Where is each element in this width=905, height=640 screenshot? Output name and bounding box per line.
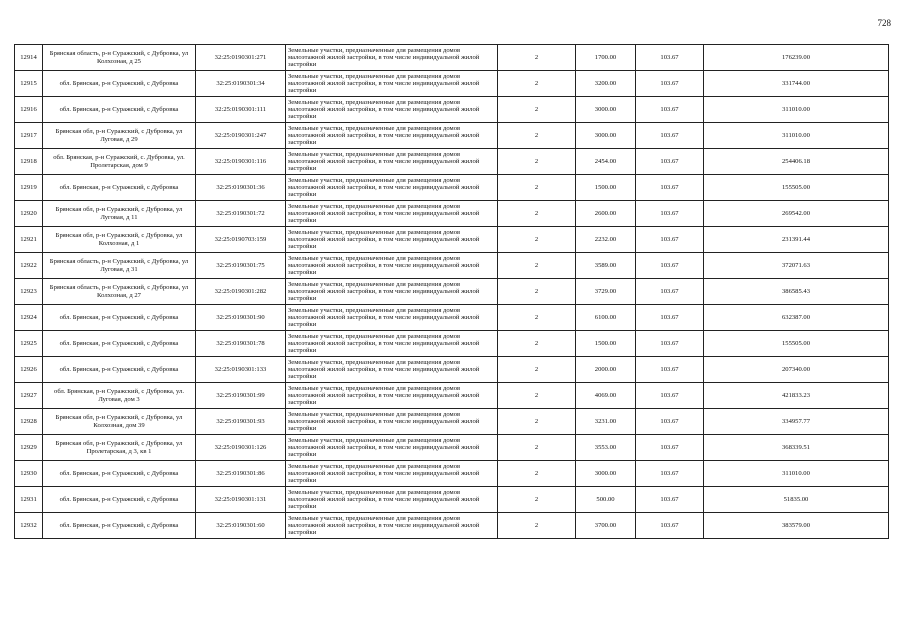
- address-cell: Брянская обл, р-н Суражский, с Дубровка, ул Луговая, д 29: [43, 123, 196, 149]
- specific-value-cell: 103.67: [636, 97, 704, 123]
- area-cell: 2600.00: [576, 201, 636, 227]
- specific-value-cell: 103.67: [636, 513, 704, 539]
- cadastral-value-cell: 269542.00: [704, 201, 889, 227]
- table-row: [15, 435, 889, 461]
- cadastral-number-cell: 32:25:0190301:60: [196, 513, 286, 539]
- cadastral-value-cell: 51835.00: [704, 487, 889, 513]
- specific-value-cell: 103.67: [636, 279, 704, 305]
- table-row: [15, 71, 889, 97]
- permitted-use-cell: Земельные участки, предназначенные для размещения домов малоэтажной жилой застройки, в том числе индивидуальной жилой застройки: [286, 45, 498, 71]
- category-cell: 2: [498, 97, 576, 123]
- cadastral-value-cell: 386585.43: [704, 279, 889, 305]
- table-row: [15, 279, 889, 305]
- cadastral-value-cell: 207340.00: [704, 357, 889, 383]
- permitted-use-cell: Земельные участки, предназначенные для размещения домов малоэтажной жилой застройки, в том числе индивидуальной жилой застройки: [286, 461, 498, 487]
- cadastral-value-cell: 155505.00: [704, 175, 889, 201]
- row-number: 12923: [15, 279, 43, 305]
- permitted-use-cell: Земельные участки, предназначенные для размещения домов малоэтажной жилой застройки, в том числе индивидуальной жилой застройки: [286, 175, 498, 201]
- table-row: [15, 97, 889, 123]
- area-cell: 1700.00: [576, 45, 636, 71]
- category-cell: 2: [498, 227, 576, 253]
- row-number: 12925: [15, 331, 43, 357]
- category-cell: 2: [498, 331, 576, 357]
- table-row: [15, 123, 889, 149]
- area-cell: 3700.00: [576, 513, 636, 539]
- cadastral-number-cell: 32:25:0190301:282: [196, 279, 286, 305]
- area-cell: 6100.00: [576, 305, 636, 331]
- area-cell: 3589.00: [576, 253, 636, 279]
- category-cell: 2: [498, 305, 576, 331]
- permitted-use-cell: Земельные участки, предназначенные для размещения домов малоэтажной жилой застройки, в том числе индивидуальной жилой застройки: [286, 201, 498, 227]
- row-number: 12918: [15, 149, 43, 175]
- specific-value-cell: 103.67: [636, 357, 704, 383]
- specific-value-cell: 103.67: [636, 149, 704, 175]
- permitted-use-cell: Земельные участки, предназначенные для размещения домов малоэтажной жилой застройки, в том числе индивидуальной жилой застройки: [286, 383, 498, 409]
- cadastral-number-cell: 32:25:0190301:133: [196, 357, 286, 383]
- table-row: [15, 513, 889, 539]
- row-number: 12927: [15, 383, 43, 409]
- area-cell: 3000.00: [576, 97, 636, 123]
- category-cell: 2: [498, 71, 576, 97]
- cadastral-number-cell: 32:25:0190301:271: [196, 45, 286, 71]
- specific-value-cell: 103.67: [636, 435, 704, 461]
- specific-value-cell: 103.67: [636, 45, 704, 71]
- row-number: 12929: [15, 435, 43, 461]
- cadastral-number-cell: 32:25:0190301:72: [196, 201, 286, 227]
- registry-table: [14, 44, 889, 539]
- permitted-use-cell: Земельные участки, предназначенные для размещения домов малоэтажной жилой застройки, в том числе индивидуальной жилой застройки: [286, 409, 498, 435]
- permitted-use-cell: Земельные участки, предназначенные для размещения домов малоэтажной жилой застройки, в том числе индивидуальной жилой застройки: [286, 305, 498, 331]
- permitted-use-cell: Земельные участки, предназначенные для размещения домов малоэтажной жилой застройки, в том числе индивидуальной жилой застройки: [286, 279, 498, 305]
- cadastral-number-cell: 32:25:0190301:126: [196, 435, 286, 461]
- row-number: 12922: [15, 253, 43, 279]
- cadastral-value-cell: 331744.00: [704, 71, 889, 97]
- permitted-use-cell: Земельные участки, предназначенные для размещения домов малоэтажной жилой застройки, в том числе индивидуальной жилой застройки: [286, 513, 498, 539]
- row-number: 12916: [15, 97, 43, 123]
- area-cell: 3200.00: [576, 71, 636, 97]
- cadastral-number-cell: 32:25:0190301:90: [196, 305, 286, 331]
- area-cell: 2232.00: [576, 227, 636, 253]
- category-cell: 2: [498, 45, 576, 71]
- row-number: 12920: [15, 201, 43, 227]
- cadastral-number-cell: 32:25:0190301:36: [196, 175, 286, 201]
- row-number: 12921: [15, 227, 43, 253]
- specific-value-cell: 103.67: [636, 409, 704, 435]
- address-cell: обл. Брянская, р-н Суражский, с. Дубровка, ул. Пролетарская, дом 9: [43, 149, 196, 175]
- category-cell: 2: [498, 123, 576, 149]
- row-number: 12930: [15, 461, 43, 487]
- cadastral-value-cell: 632387.00: [704, 305, 889, 331]
- table-row: [15, 409, 889, 435]
- row-number: 12924: [15, 305, 43, 331]
- address-cell: обл. Брянская, р-н Суражский, с Дубровка, ул. Луговая, дом 3: [43, 383, 196, 409]
- row-number: 12919: [15, 175, 43, 201]
- row-number: 12932: [15, 513, 43, 539]
- table-row: [15, 383, 889, 409]
- category-cell: 2: [498, 409, 576, 435]
- category-cell: 2: [498, 253, 576, 279]
- address-cell: Брянская обл, р-н Суражский, с Дубровка, ул Колхозная, д 1: [43, 227, 196, 253]
- category-cell: 2: [498, 279, 576, 305]
- category-cell: 2: [498, 435, 576, 461]
- area-cell: 3729.00: [576, 279, 636, 305]
- cadastral-value-cell: 421833.23: [704, 383, 889, 409]
- specific-value-cell: 103.67: [636, 305, 704, 331]
- address-cell: обл. Брянская, р-н Суражский, с Дубровка: [43, 513, 196, 539]
- row-number: 12914: [15, 45, 43, 71]
- category-cell: 2: [498, 201, 576, 227]
- table-row: [15, 253, 889, 279]
- cadastral-value-cell: 383579.00: [704, 513, 889, 539]
- area-cell: 2000.00: [576, 357, 636, 383]
- permitted-use-cell: Земельные участки, предназначенные для размещения домов малоэтажной жилой застройки, в том числе индивидуальной жилой застройки: [286, 123, 498, 149]
- address-cell: обл. Брянская, р-н Суражский, с Дубровка: [43, 357, 196, 383]
- table-row: [15, 331, 889, 357]
- table-row: [15, 201, 889, 227]
- specific-value-cell: 103.67: [636, 487, 704, 513]
- cadastral-value-cell: 334957.77: [704, 409, 889, 435]
- cadastral-number-cell: 32:25:0190301:78: [196, 331, 286, 357]
- cadastral-value-cell: 311010.00: [704, 123, 889, 149]
- cadastral-value-cell: 176239.00: [704, 45, 889, 71]
- specific-value-cell: 103.67: [636, 461, 704, 487]
- specific-value-cell: 103.67: [636, 331, 704, 357]
- cadastral-number-cell: 32:25:0190301:99: [196, 383, 286, 409]
- table-body: [15, 45, 889, 539]
- table-row: [15, 461, 889, 487]
- row-number: 12915: [15, 71, 43, 97]
- address-cell: обл. Брянская, р-н Суражский, с Дубровка: [43, 175, 196, 201]
- row-number: 12931: [15, 487, 43, 513]
- category-cell: 2: [498, 149, 576, 175]
- address-cell: Брянская обл, р-н Суражский, с Дубровка, ул Колхозная, дом 39: [43, 409, 196, 435]
- cadastral-value-cell: 368339.51: [704, 435, 889, 461]
- specific-value-cell: 103.67: [636, 175, 704, 201]
- cadastral-number-cell: 32:25:0190301:34: [196, 71, 286, 97]
- cadastral-number-cell: 32:25:0190301:116: [196, 149, 286, 175]
- cadastral-number-cell: 32:25:0190301:111: [196, 97, 286, 123]
- address-cell: Брянская область, р-н Суражский, с Дубровка, ул Луговая, д 31: [43, 253, 196, 279]
- address-cell: Брянская обл, р-н Суражский, с Дубровка, ул Пролетарская, д 3, кв 1: [43, 435, 196, 461]
- specific-value-cell: 103.67: [636, 227, 704, 253]
- table-row: [15, 45, 889, 71]
- cadastral-value-cell: 155505.00: [704, 331, 889, 357]
- area-cell: 3553.00: [576, 435, 636, 461]
- cadastral-number-cell: 32:25:0190301:131: [196, 487, 286, 513]
- area-cell: 3231.00: [576, 409, 636, 435]
- address-cell: обл. Брянская, р-н Суражский, с Дубровка: [43, 331, 196, 357]
- permitted-use-cell: Земельные участки, предназначенные для размещения домов малоэтажной жилой застройки, в том числе индивидуальной жилой застройки: [286, 487, 498, 513]
- area-cell: 1500.00: [576, 175, 636, 201]
- cadastral-value-cell: 254406.18: [704, 149, 889, 175]
- permitted-use-cell: Земельные участки, предназначенные для размещения домов малоэтажной жилой застройки, в том числе индивидуальной жилой застройки: [286, 149, 498, 175]
- permitted-use-cell: Земельные участки, предназначенные для размещения домов малоэтажной жилой застройки, в том числе индивидуальной жилой застройки: [286, 253, 498, 279]
- address-cell: обл. Брянская, р-н Суражский, с Дубровка: [43, 487, 196, 513]
- specific-value-cell: 103.67: [636, 123, 704, 149]
- area-cell: 3000.00: [576, 461, 636, 487]
- address-cell: Брянская область, р-н Суражский, с Дубровка, ул Колхозная, д 25: [43, 45, 196, 71]
- address-cell: обл. Брянская, р-н Суражский, с Дубровка: [43, 97, 196, 123]
- area-cell: 1500.00: [576, 331, 636, 357]
- cadastral-value-cell: 231391.44: [704, 227, 889, 253]
- permitted-use-cell: Земельные участки, предназначенные для размещения домов малоэтажной жилой застройки, в том числе индивидуальной жилой застройки: [286, 331, 498, 357]
- cadastral-value-cell: 311010.00: [704, 97, 889, 123]
- area-cell: 2454.00: [576, 149, 636, 175]
- table-row: [15, 175, 889, 201]
- row-number: 12917: [15, 123, 43, 149]
- page-number: 728: [877, 18, 891, 28]
- table-row: [15, 487, 889, 513]
- permitted-use-cell: Земельные участки, предназначенные для размещения домов малоэтажной жилой застройки, в том числе индивидуальной жилой застройки: [286, 71, 498, 97]
- specific-value-cell: 103.67: [636, 383, 704, 409]
- area-cell: 4069.00: [576, 383, 636, 409]
- cadastral-number-cell: 32:25:0190301:93: [196, 409, 286, 435]
- cadastral-number-cell: 32:25:0190703:159: [196, 227, 286, 253]
- table-row: [15, 149, 889, 175]
- permitted-use-cell: Земельные участки, предназначенные для размещения домов малоэтажной жилой застройки, в том числе индивидуальной жилой застройки: [286, 435, 498, 461]
- category-cell: 2: [498, 461, 576, 487]
- permitted-use-cell: Земельные участки, предназначенные для размещения домов малоэтажной жилой застройки, в том числе индивидуальной жилой застройки: [286, 227, 498, 253]
- address-cell: обл. Брянская, р-н Суражский, с Дубровка: [43, 461, 196, 487]
- table-row: [15, 305, 889, 331]
- cadastral-number-cell: 32:25:0190301:75: [196, 253, 286, 279]
- specific-value-cell: 103.67: [636, 71, 704, 97]
- specific-value-cell: 103.67: [636, 253, 704, 279]
- category-cell: 2: [498, 357, 576, 383]
- category-cell: 2: [498, 513, 576, 539]
- cadastral-number-cell: 32:25:0190301:247: [196, 123, 286, 149]
- permitted-use-cell: Земельные участки, предназначенные для размещения домов малоэтажной жилой застройки, в том числе индивидуальной жилой застройки: [286, 97, 498, 123]
- cadastral-number-cell: 32:25:0190301:86: [196, 461, 286, 487]
- row-number: 12926: [15, 357, 43, 383]
- cadastral-value-cell: 372071.63: [704, 253, 889, 279]
- row-number: 12928: [15, 409, 43, 435]
- address-cell: Брянская обл, р-н Суражский, с Дубровка, ул Луговая, д 11: [43, 201, 196, 227]
- address-cell: обл. Брянская, р-н Суражский, с Дубровка: [43, 305, 196, 331]
- address-cell: Брянская область, р-н Суражский, с Дубровка, ул Колхозная, д 27: [43, 279, 196, 305]
- category-cell: 2: [498, 383, 576, 409]
- address-cell: обл. Брянская, р-н Суражский, с Дубровка: [43, 71, 196, 97]
- area-cell: 500.00: [576, 487, 636, 513]
- table-row: [15, 227, 889, 253]
- permitted-use-cell: Земельные участки, предназначенные для размещения домов малоэтажной жилой застройки, в том числе индивидуальной жилой застройки: [286, 357, 498, 383]
- category-cell: 2: [498, 487, 576, 513]
- category-cell: 2: [498, 175, 576, 201]
- cadastral-value-cell: 311010.00: [704, 461, 889, 487]
- table-row: [15, 357, 889, 383]
- specific-value-cell: 103.67: [636, 201, 704, 227]
- area-cell: 3000.00: [576, 123, 636, 149]
